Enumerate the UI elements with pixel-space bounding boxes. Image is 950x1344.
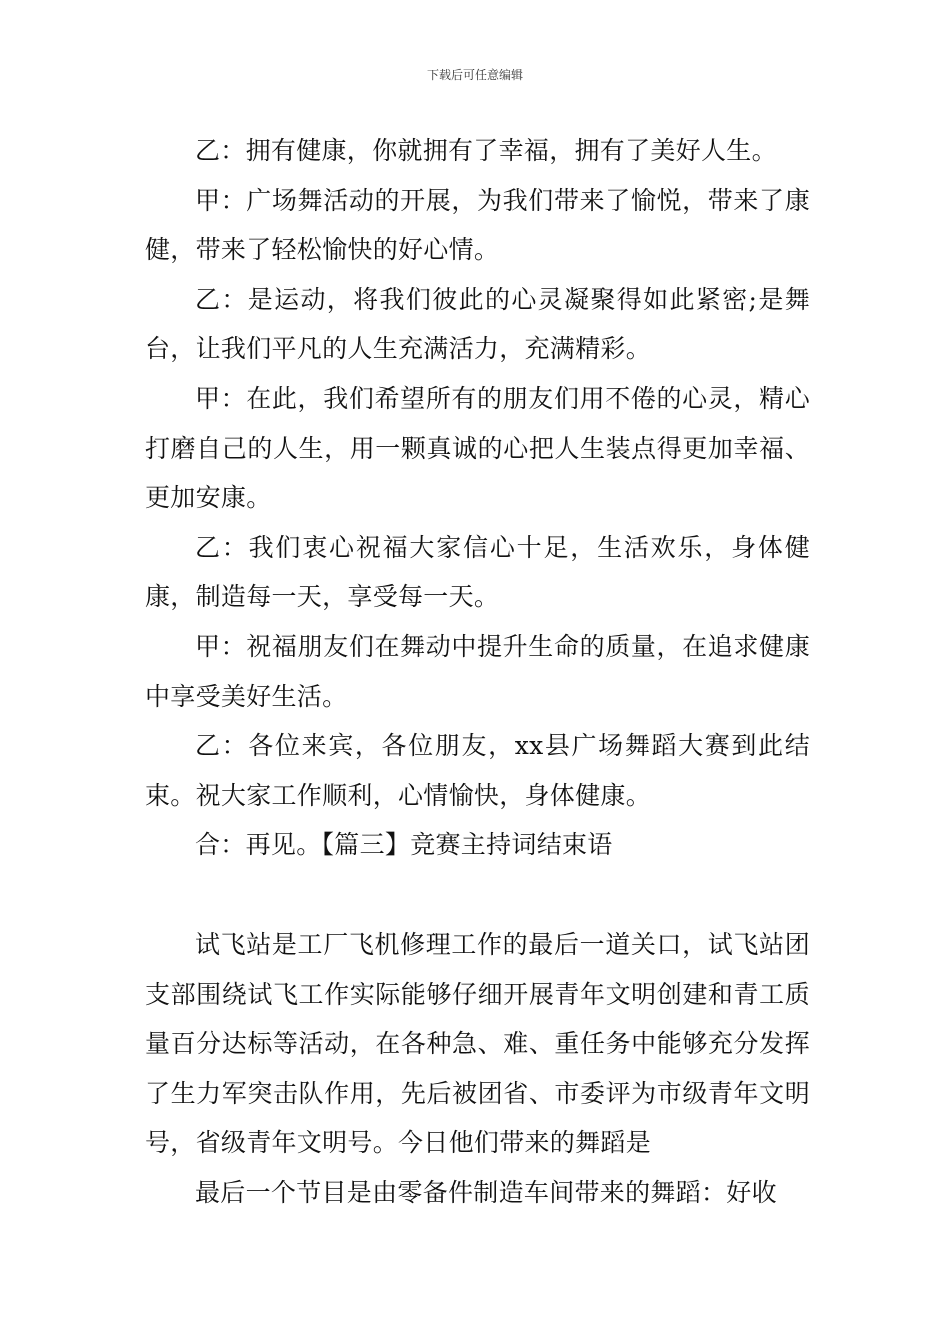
paragraph: 乙：各位来宾，各位朋友，xx县广场舞蹈大赛到此结束。祝大家工作顺利，心情愉快，身体健康。 bbox=[145, 731, 810, 810]
section-gap bbox=[145, 870, 810, 920]
page-header: 下载后可任意编辑 bbox=[426, 68, 523, 82]
paragraph: 甲：在此，我们希望所有的朋友们用不倦的心灵，精心打磨自己的人生，用一颗真诚的心把人生装点得更加幸福、更加安康。 bbox=[145, 383, 810, 513]
paragraph: 乙：是运动，将我们彼此的心灵凝聚得如此紧密;是舞台，让我们平凡的人生充满活力，充满精彩。 bbox=[145, 284, 810, 364]
paragraph: 甲：广场舞活动的开展，为我们带来了愉悦，带来了康健，带来了轻松愉快的好心情。 bbox=[145, 185, 810, 265]
paragraph: 最后一个节目是由零备件制造车间带来的舞蹈：好收 bbox=[195, 1177, 777, 1207]
paragraph: 合：再见。【篇三】竞赛主持词结束语 bbox=[195, 830, 613, 860]
paragraph: 乙：我们衷心祝福大家信心十足，生活欢乐，身体健康，制造每一天，享受每一天。 bbox=[145, 532, 810, 612]
paragraph: 试飞站是工厂飞机修理工作的最后一道关口，试飞站团支部围绕试飞工作实际能够仔细开展青年文明创建和青工质量百分达标等活动，在各种急、难、重任务中能够充分发挥了生力军突击队作用，先后被团省、市委评为市级青年文明号，省级青年文明号。今日他们带来的舞蹈是 bbox=[145, 929, 810, 1158]
document-body bbox=[145, 126, 810, 1217]
paragraph: 甲：祝福朋友们在舞动中提升生命的质量，在追求健康中享受美好生活。 bbox=[145, 631, 810, 711]
paragraph: 乙：拥有健康，你就拥有了幸福，拥有了美好人生。 bbox=[195, 136, 777, 165]
